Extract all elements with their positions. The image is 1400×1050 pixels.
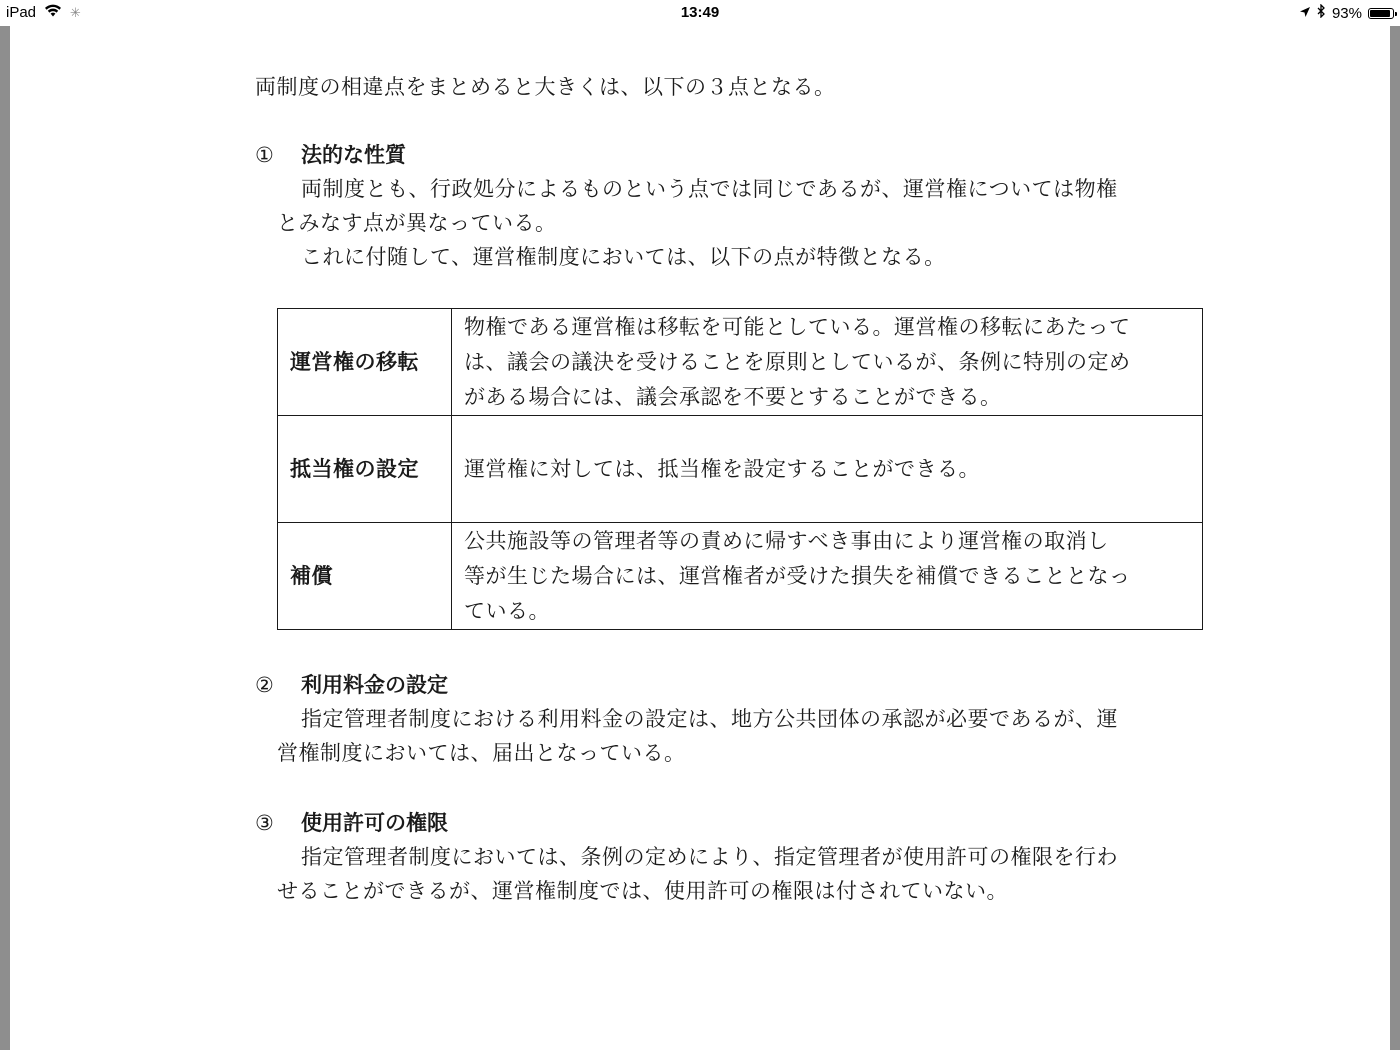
section-heading-3 [255, 806, 1215, 840]
table-desc-cell [452, 309, 1203, 416]
section-number: ② [255, 673, 274, 697]
section-title: 使用許可の権限 [301, 811, 448, 835]
section-3-paragraph-1 [277, 840, 1215, 908]
table-row [278, 523, 1203, 630]
status-time: 13:49 [680, 4, 720, 21]
paragraph-line: 指定管理者制度においては、条例の定めにより、指定管理者が使用許可の権限を行わ [301, 845, 1118, 869]
desc-line: 物権である運営権は移転を可能としている。運営権の移転にあたって [464, 314, 1131, 339]
table-desc-cell [452, 416, 1203, 523]
paragraph-line: 両制度とも、行政処分によるものという点では同じであるが、運営権については物権 [301, 177, 1118, 201]
battery-icon [1368, 8, 1394, 19]
desc-line: ている。 [464, 598, 550, 623]
desc-line: は、議会の議決を受けることを原則としているが、条例に特別の定め [464, 349, 1131, 374]
section-1-paragraph-1 [277, 172, 1215, 240]
desc-line: 公共施設等の管理者等の責めに帰すべき事由により運営権の取消し [464, 528, 1109, 553]
paragraph-line: 営権制度においては、届出となっている。 [277, 741, 686, 765]
table-row [278, 309, 1203, 416]
table-desc-cell [452, 523, 1203, 630]
document-page[interactable] [10, 26, 1390, 1050]
desc-line: 運営権に対しては、抵当権を設定することができる。 [464, 456, 980, 481]
paragraph-line: せることができるが、運営権制度では、使用許可の権限は付されていない。 [277, 879, 1008, 903]
status-right [1299, 4, 1394, 22]
battery-percent: 93% [1331, 4, 1362, 22]
desc-line: がある場合には、議会承認を不要とすることができる。 [464, 384, 1002, 409]
paragraph-line: とみなす点が異なっている。 [277, 211, 557, 235]
section-title: 利用料金の設定 [301, 673, 448, 697]
section-number: ③ [255, 811, 274, 835]
table-row [278, 416, 1203, 523]
features-table [277, 308, 1203, 630]
section-2-paragraph-1 [277, 702, 1215, 770]
table-label-cell: 補償 [278, 523, 452, 630]
section-title: 法的な性質 [301, 143, 406, 167]
section-heading-2 [255, 668, 1215, 702]
section-heading-1 [255, 138, 1215, 172]
table-label-cell: 運営権の移転 [278, 309, 452, 416]
device-name: iPad [6, 4, 37, 21]
activity-spinner-icon: ✳ [70, 4, 81, 20]
section-1-paragraph-2 [277, 240, 1215, 274]
desc-line: 等が生じた場合には、運営権者が受けた損失を補償できることとなっ [464, 563, 1131, 588]
bluetooth-icon [1317, 4, 1326, 22]
paragraph-line: 指定管理者制度における利用料金の設定は、地方公共団体の承認が必要であるが、運 [301, 707, 1118, 731]
intro-text: 両制度の相違点をまとめると大きくは、以下の３点となる。 [255, 75, 836, 99]
section-number: ① [255, 143, 274, 167]
paragraph-line: これに付随して、運営権制度においては、以下の点が特徴となる。 [301, 245, 946, 269]
document-content [255, 70, 1215, 908]
status-bar [0, 0, 1400, 26]
table-label-cell: 抵当権の設定 [278, 416, 452, 523]
location-icon [1299, 5, 1311, 22]
